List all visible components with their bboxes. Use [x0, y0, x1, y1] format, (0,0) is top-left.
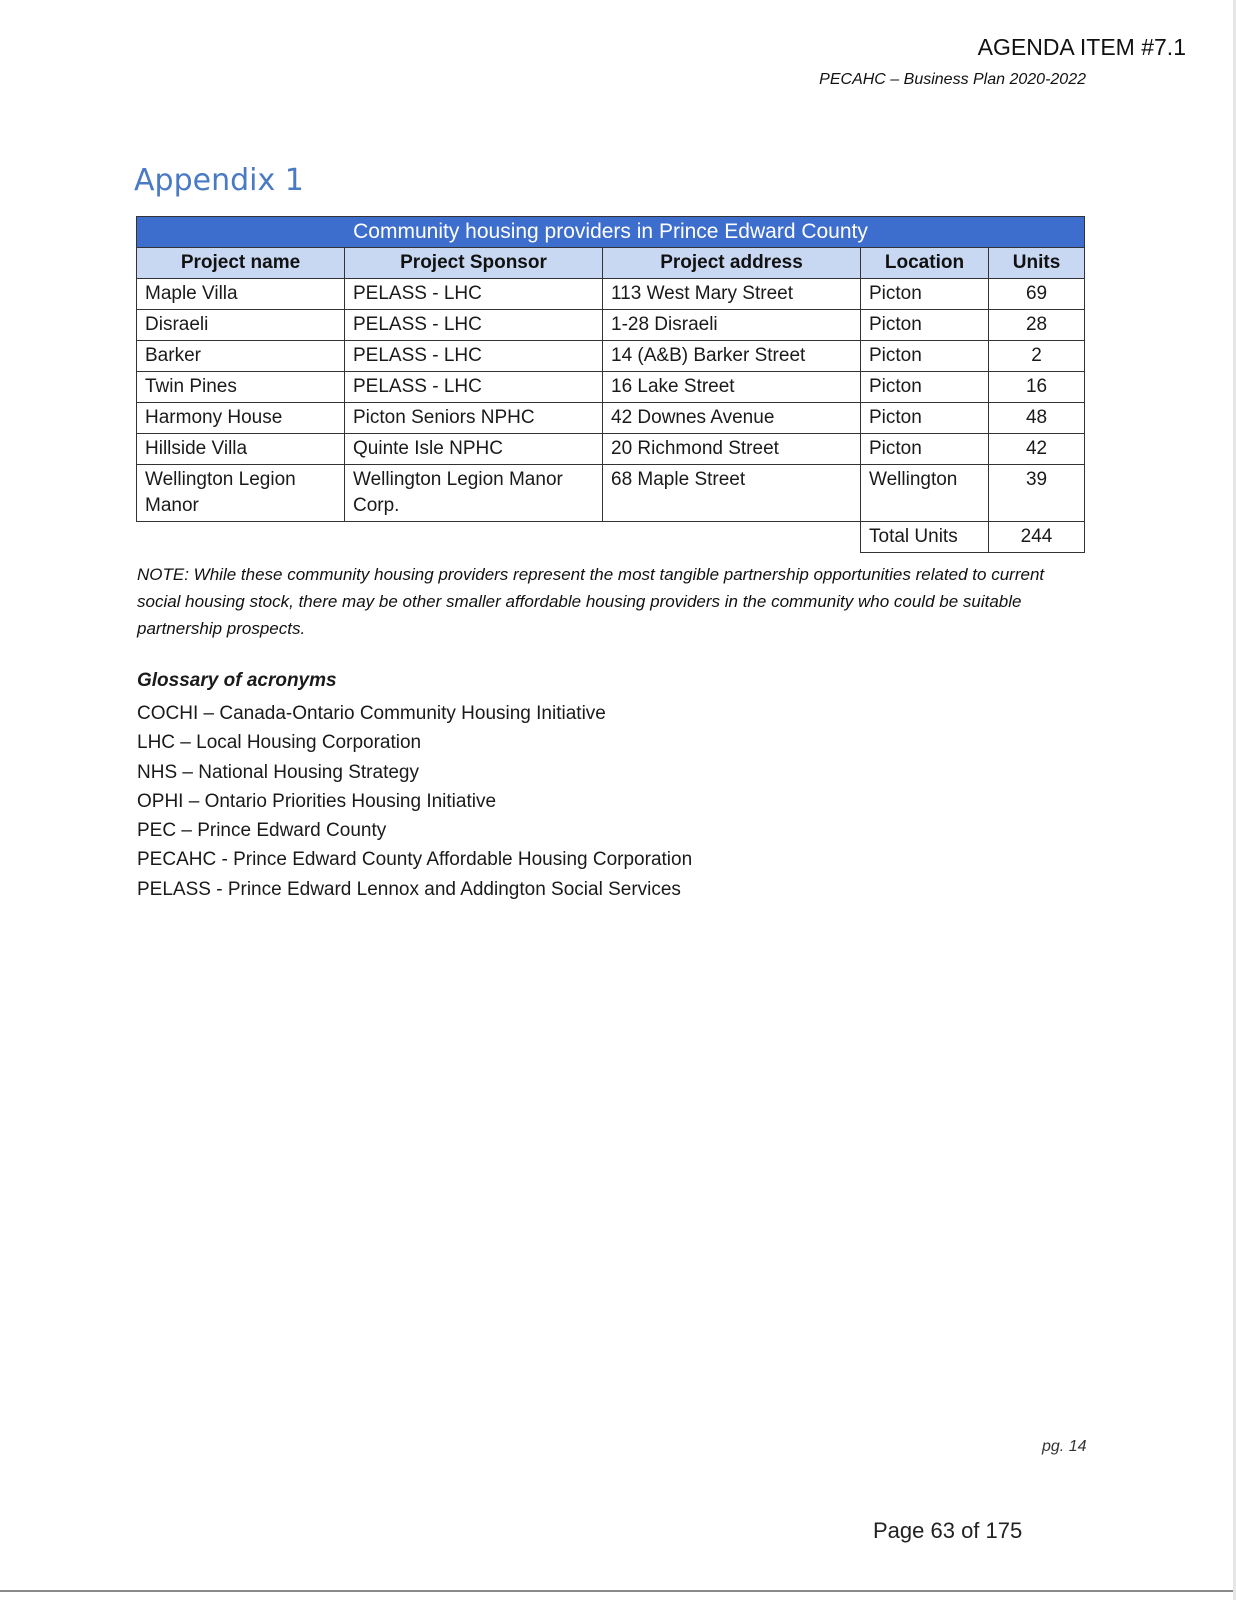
project-sponsor-cell: Wellington Legion Manor Corp.	[345, 465, 603, 522]
location-cell: Picton	[861, 341, 989, 372]
table-row	[137, 403, 1085, 434]
units-cell: 48	[989, 403, 1085, 434]
units-cell: 69	[989, 279, 1085, 310]
location-cell: Picton	[861, 310, 989, 341]
project-address-cell: 20 Richmond Street	[603, 434, 861, 465]
document-page-number: pg. 14	[1042, 1438, 1087, 1455]
glossary-list	[137, 699, 692, 904]
project-name-cell: Hillside Villa	[137, 434, 345, 465]
project-address-cell: 1-28 Disraeli	[603, 310, 861, 341]
units-cell: 39	[989, 465, 1085, 522]
project-sponsor-cell: PELASS - LHC	[345, 279, 603, 310]
project-name-cell: Barker	[137, 341, 345, 372]
table-header-row	[137, 248, 1085, 279]
appendix-heading: Appendix 1	[134, 163, 304, 199]
table-row	[137, 434, 1085, 465]
location-cell: Wellington	[861, 465, 989, 522]
units-cell: 42	[989, 434, 1085, 465]
project-name-cell: Harmony House	[137, 403, 345, 434]
total-label: Total Units	[861, 522, 989, 553]
glossary-item: PEC – Prince Edward County	[137, 820, 387, 842]
glossary-item: PECAHC - Prince Edward County Affordable Housing Corporation	[137, 849, 693, 871]
blank-cell	[137, 522, 861, 553]
glossary-item: NHS – National Housing Strategy	[137, 761, 419, 783]
project-address-cell: 113 West Mary Street	[603, 279, 861, 310]
location-cell: Picton	[861, 403, 989, 434]
location-cell: Picton	[861, 279, 989, 310]
bottom-divider	[0, 1590, 1236, 1592]
project-sponsor-cell: Picton Seniors NPHC	[345, 403, 603, 434]
project-address-cell: 14 (A&B) Barker Street	[603, 341, 861, 372]
table-row	[137, 310, 1085, 341]
project-sponsor-cell: Quinte Isle NPHC	[345, 434, 603, 465]
glossary-item: LHC – Local Housing Corporation	[137, 732, 422, 754]
table-note: NOTE: While these community housing providers represent the most tangible partnership opportunities related to current social housing stock, there may be other smaller affordable housing providers in the community who could be suitable partnership prospects.	[137, 565, 1045, 638]
total-row	[137, 522, 1085, 553]
project-address-cell: 68 Maple Street	[603, 465, 861, 522]
project-name-cell: Wellington Legion Manor	[137, 465, 345, 522]
location-cell: Picton	[861, 372, 989, 403]
project-address-cell: 42 Downes Avenue	[603, 403, 861, 434]
glossary-item: OPHI – Ontario Priorities Housing Initiative	[137, 790, 497, 812]
project-name-cell: Disraeli	[137, 310, 345, 341]
table-title: Community housing providers in Prince Edward County	[137, 217, 1085, 248]
column-header: Project Sponsor	[345, 248, 603, 279]
table-row	[137, 465, 1085, 522]
agenda-item-label: AGENDA ITEM #7.1	[977, 34, 1186, 60]
glossary-item: PELASS - Prince Edward Lennox and Addington Social Services	[137, 878, 681, 900]
column-header: Location	[861, 248, 989, 279]
project-name-cell: Maple Villa	[137, 279, 345, 310]
column-header: Project address	[603, 248, 861, 279]
glossary-title: Glossary of acronyms	[137, 670, 337, 691]
project-name-cell: Twin Pines	[137, 372, 345, 403]
total-value: 244	[989, 522, 1085, 553]
table-row	[137, 372, 1085, 403]
packet-page-counter: Page 63 of 175	[873, 1518, 1023, 1543]
project-sponsor-cell: PELASS - LHC	[345, 372, 603, 403]
business-plan-subtitle: PECAHC – Business Plan 2020-2022	[819, 71, 1086, 88]
project-sponsor-cell: PELASS - LHC	[345, 310, 603, 341]
table-row	[137, 279, 1085, 310]
table-row	[137, 341, 1085, 372]
units-cell: 2	[989, 341, 1085, 372]
units-cell: 16	[989, 372, 1085, 403]
units-cell: 28	[989, 310, 1085, 341]
column-header: Units	[989, 248, 1085, 279]
column-header: Project name	[137, 248, 345, 279]
project-address-cell: 16 Lake Street	[603, 372, 861, 403]
housing-providers-table	[136, 216, 1085, 553]
location-cell: Picton	[861, 434, 989, 465]
glossary-item: COCHI – Canada-Ontario Community Housing Initiative	[137, 703, 606, 724]
project-sponsor-cell: PELASS - LHC	[345, 341, 603, 372]
